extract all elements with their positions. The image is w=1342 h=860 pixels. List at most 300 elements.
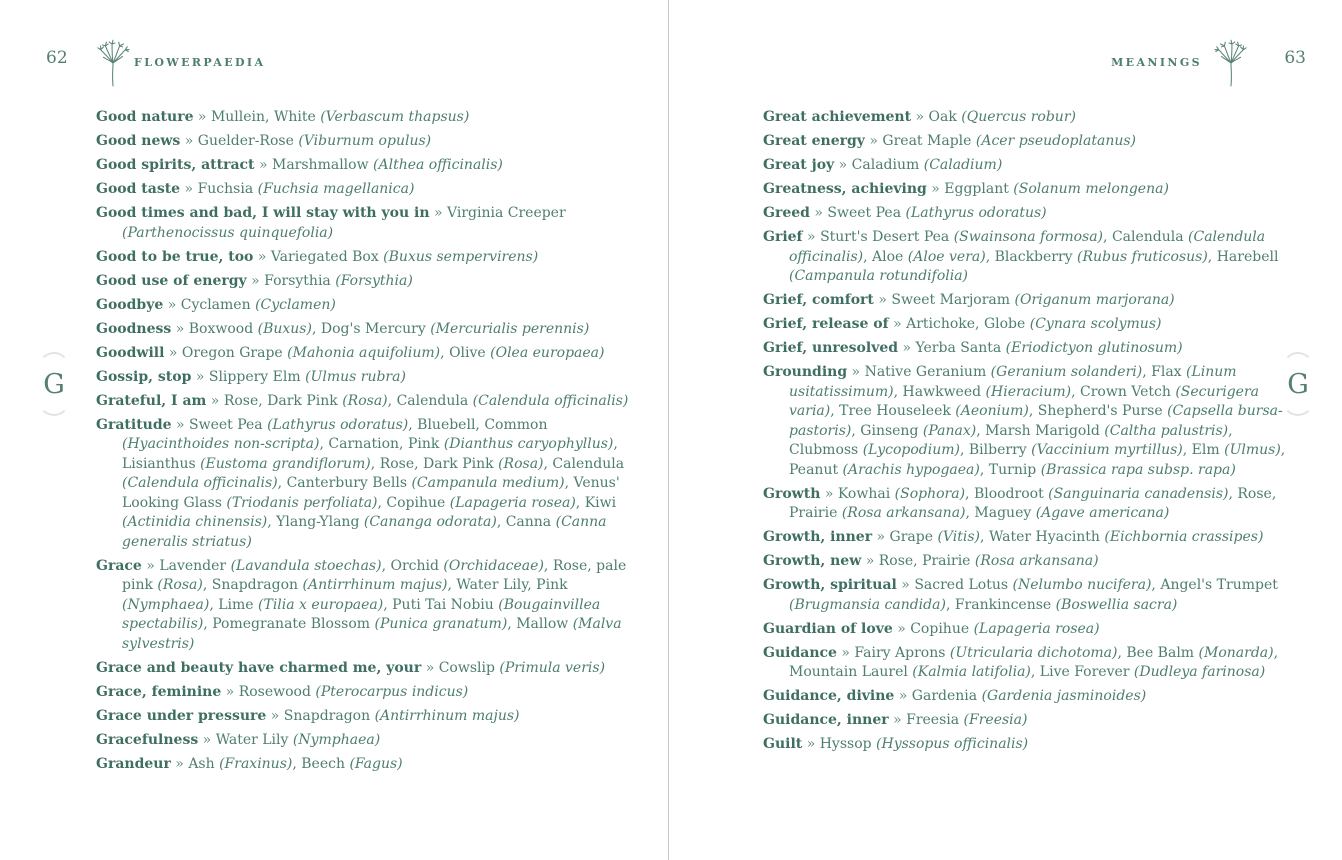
flower-common-name: Snapdragon: [283, 707, 375, 724]
flower-common-name: Eggplant: [944, 181, 1014, 197]
flower-common-name: Mountain Laurel: [789, 664, 913, 680]
flower-latin-name: (Kalmia latifolia): [912, 664, 1031, 680]
meaning-entry: [763, 228, 1293, 287]
entry-term: Greatness, achieving: [763, 181, 927, 197]
flower-list-comma: ,: [830, 403, 840, 419]
left-tab-letter: G: [43, 368, 65, 400]
flower-common-name: Beech: [301, 755, 350, 772]
flower-latin-name: (Tilia x europaea): [258, 596, 384, 613]
flower-latin-name: (Origanum marjorana): [1014, 292, 1175, 308]
entry-separator: »: [894, 688, 912, 704]
meaning-entry: [96, 320, 636, 340]
flower-common-name: Calendula: [1111, 229, 1189, 245]
meaning-entry: [96, 204, 636, 243]
flower-latin-name: (Dudleya farinosa): [1133, 664, 1266, 680]
flower-latin-name: (Rosa arkansana): [841, 505, 966, 521]
entry-separator: »: [898, 340, 916, 356]
right-tab-letter: G: [1287, 368, 1309, 400]
flower-list-comma: ,: [543, 455, 553, 472]
flower-latin-name: (Malva sylvestris): [122, 616, 622, 652]
flower-common-name: Slippery Elm: [208, 368, 306, 385]
meaning-entry: [763, 735, 1293, 755]
flower-common-name: Canterbury Bells: [286, 475, 412, 491]
flower-latin-name: (Solanum melongena): [1013, 181, 1169, 197]
flower-common-name: Rose, Dark Pink: [379, 455, 499, 472]
right-page-number: 63: [1284, 48, 1306, 68]
flower-list-comma: ,: [1228, 422, 1233, 439]
flower-latin-name: (Monarda): [1198, 644, 1274, 661]
flower-list-comma: ,: [1071, 383, 1080, 400]
flower-list-comma: ,: [1151, 577, 1161, 593]
flower-latin-name: (Cynara scolymus): [1029, 316, 1162, 332]
flower-latin-name: (Actinidia chinensis): [122, 514, 268, 530]
meaning-entry: [96, 659, 636, 679]
entry-separator: »: [164, 344, 182, 361]
flower-common-name: Snapdragon: [211, 577, 303, 593]
flower-common-name: Cowslip: [438, 659, 500, 676]
entry-separator: »: [221, 683, 239, 700]
flower-latin-name: (Vitis): [937, 529, 981, 545]
flower-latin-name: (Utricularia dichotoma): [949, 644, 1118, 661]
meaning-entry: [763, 485, 1293, 524]
flower-latin-name: (Swainsona formosa): [953, 229, 1104, 245]
flower-list-comma: ,: [381, 557, 391, 574]
flower-common-name: Virginia Creeper: [446, 205, 566, 221]
flower-list-comma: ,: [447, 577, 457, 593]
entry-separator: »: [163, 296, 181, 313]
meaning-entry: [96, 731, 636, 751]
entry-separator: »: [198, 731, 216, 748]
flower-latin-name: (Hyssopus officinalis): [876, 736, 1029, 752]
flower-list-comma: ,: [564, 475, 574, 491]
flower-common-name: Calendula: [396, 392, 473, 409]
flower-latin-name: (Ulmus rubra): [305, 368, 406, 385]
flower-list-comma: ,: [277, 475, 287, 491]
flower-latin-name: (Geranium solanderi): [990, 364, 1143, 380]
flower-list-comma: ,: [959, 442, 969, 458]
flower-list-comma: ,: [965, 505, 975, 521]
flower-list-comma: ,: [1280, 442, 1286, 458]
entry-separator: »: [802, 229, 821, 245]
flower-common-name: Live Forever: [1039, 664, 1134, 680]
flower-common-name: Copihue: [386, 494, 450, 511]
entry-term: Guidance, inner: [763, 712, 889, 728]
meaning-entry: [96, 248, 636, 268]
meaning-entry: [96, 755, 636, 775]
flower-latin-name: (Lapageria rosea): [449, 494, 576, 511]
flower-list-comma: ,: [1028, 403, 1038, 419]
entry-term: Grace and beauty have charmed me, your: [96, 659, 422, 676]
flower-list-comma: ,: [1207, 248, 1217, 265]
entry-separator: »: [246, 272, 265, 289]
flower-list-comma: ,: [408, 416, 418, 433]
entry-term: Grace, feminine: [96, 683, 222, 700]
flower-latin-name: (Campanula rotundifolia): [789, 268, 969, 284]
flower-common-name: Yerba Santa: [915, 340, 1006, 356]
flower-latin-name: (Sanguinaria canadensis): [1048, 485, 1229, 502]
left-page-number: 62: [46, 48, 68, 68]
flower-common-name: Bluebell, Common: [417, 416, 548, 433]
meaning-entry: [96, 557, 636, 655]
flower-list-comma: ,: [1030, 664, 1040, 680]
entry-separator: »: [888, 316, 907, 332]
flower-common-name: Fairy Aprons: [854, 644, 950, 661]
entry-term: Great energy: [763, 133, 865, 149]
flower-common-name: Aloe: [872, 248, 908, 265]
entry-separator: »: [926, 181, 945, 197]
flower-common-name: Sacred Lotus: [914, 577, 1013, 593]
meaning-entry: [763, 711, 1293, 731]
entry-term: Gossip, stop: [96, 368, 192, 385]
flower-common-name: Dog's Mercury: [320, 320, 431, 337]
flower-latin-name: (Lapageria rosea): [973, 620, 1100, 637]
flower-common-name: Copihue: [910, 620, 974, 637]
entry-term: Good spirits, attract: [96, 157, 255, 173]
flower-common-name: Rose, Dark Pink: [223, 392, 343, 409]
entry-separator: »: [266, 707, 284, 724]
meaning-entry: [96, 180, 636, 200]
entry-term: Grace: [96, 557, 142, 574]
flower-list-comma: ,: [370, 455, 380, 472]
flower-latin-name: (Eichbornia crassipes): [1104, 529, 1264, 545]
meaning-entry: [763, 576, 1293, 615]
entry-term: Grief, comfort: [763, 292, 874, 308]
flower-common-name: Guelder-Rose: [197, 133, 299, 149]
entry-term: Goodwill: [96, 344, 165, 361]
flower-common-name: Lisianthus: [122, 455, 201, 472]
entry-separator: »: [896, 577, 915, 593]
flower-list-comma: ,: [613, 436, 618, 452]
meaning-entry: [763, 339, 1293, 359]
flower-common-name: Sweet Marjoram: [891, 292, 1015, 308]
flower-common-name: Turnip: [988, 461, 1041, 478]
meaning-entry: [763, 552, 1293, 572]
entry-separator: »: [873, 292, 892, 308]
entry-term: Great achievement: [763, 109, 912, 125]
flower-latin-name: (Calendula officinalis): [789, 229, 1266, 265]
entry-term: Good use of energy: [96, 272, 247, 289]
flower-list-comma: ,: [1228, 485, 1238, 502]
flower-latin-name: (Capsella bursa-pastoris): [789, 403, 1283, 439]
entry-separator: »: [820, 485, 838, 502]
flower-latin-name: (Dianthus caryophyllus): [443, 436, 614, 452]
flower-common-name: Grape: [889, 529, 938, 545]
flower-latin-name: (Calendula officinalis): [472, 392, 629, 409]
meaning-entry: [763, 180, 1293, 200]
flower-latin-name: (Sophora): [894, 485, 966, 502]
entry-term: Growth: [763, 485, 821, 502]
flower-latin-name: (Rosa): [157, 577, 203, 593]
entry-term: Goodness: [96, 320, 172, 337]
flower-list-comma: ,: [267, 514, 277, 530]
meaning-entry: [763, 528, 1293, 548]
flower-common-name: Bloodroot: [973, 485, 1049, 502]
flower-common-name: Fuchsia: [197, 181, 258, 197]
flower-list-comma: ,: [377, 494, 387, 511]
flower-sprig-icon: [1212, 38, 1250, 88]
meaning-entry: [96, 707, 636, 727]
flower-common-name: Water Lily, Pink: [456, 577, 568, 593]
flower-latin-name: (Cananga odorata): [363, 514, 497, 530]
flower-latin-name: (Canna generalis striatus): [122, 514, 607, 550]
entry-term: Guidance: [763, 644, 837, 661]
entry-term: Gracefulness: [96, 731, 199, 748]
flower-common-name: Harebell: [1216, 248, 1279, 265]
flower-common-name: Puti Tai Nobiu: [392, 596, 499, 613]
left-running-head: FLOWERPAEDIA: [134, 56, 266, 69]
flower-latin-name: (Acer pseudoplatanus): [975, 133, 1136, 149]
flower-latin-name: (Lycopodium): [862, 442, 960, 458]
meaning-entry: [763, 204, 1293, 224]
flower-common-name: Kiwi: [584, 494, 617, 511]
flower-latin-name: (Rosa arkansana): [974, 553, 1099, 569]
flower-common-name: Native Geranium: [864, 364, 991, 380]
left-thumb-tab: [38, 352, 70, 416]
flower-latin-name: (Gardenia jasminoides): [981, 688, 1147, 704]
flower-list-comma: ,: [507, 616, 517, 632]
left-entries-column: [96, 108, 636, 779]
flower-latin-name: (Buxus sempervirens): [383, 248, 539, 265]
entry-separator: »: [864, 133, 883, 149]
flower-common-name: Sweet Pea: [827, 205, 906, 221]
flower-latin-name: (Nymphaea): [292, 731, 381, 748]
meaning-entry: [763, 315, 1293, 335]
flower-common-name: Calendula: [552, 455, 625, 472]
meaning-entry: [96, 272, 636, 292]
entry-separator: »: [834, 157, 852, 173]
flower-common-name: Flax: [1151, 364, 1187, 380]
flower-list-comma: ,: [1182, 442, 1192, 458]
meaning-entry: [763, 644, 1293, 683]
entry-term: Great joy: [763, 157, 835, 173]
meaning-entry: [96, 416, 636, 553]
flower-latin-name: (Fraxinus): [219, 755, 293, 772]
flower-common-name: Olive: [449, 344, 491, 361]
flower-common-name: Hawkweed: [902, 383, 986, 400]
flower-common-name: Kowhai: [837, 485, 895, 502]
entry-separator: »: [141, 557, 160, 574]
flower-list-comma: ,: [965, 485, 974, 502]
meaning-entry: [96, 156, 636, 176]
entry-term: Grief, release of: [763, 316, 889, 332]
flower-common-name: Cyclamen: [180, 296, 256, 313]
meaning-entry: [96, 368, 636, 388]
flower-list-comma: ,: [575, 494, 585, 511]
entry-separator: »: [872, 529, 890, 545]
flower-common-name: Frankincense: [954, 596, 1056, 613]
flower-latin-name: (Hyacinthoides non-scripta): [122, 436, 320, 452]
flower-latin-name: (Mercurialis perennis): [430, 320, 590, 337]
entry-term: Good taste: [96, 181, 181, 197]
flower-list-comma: ,: [203, 616, 213, 632]
flower-common-name: Bee Balm: [1126, 644, 1199, 661]
flower-common-name: Elm: [1191, 442, 1225, 458]
meaning-entry: [763, 687, 1293, 707]
flower-latin-name: (Eustoma grandiflorum): [200, 455, 371, 472]
flower-list-comma: ,: [387, 392, 397, 409]
flower-list-comma: ,: [292, 755, 302, 772]
flower-common-name: Angel's Trumpet: [1160, 577, 1278, 593]
flower-list-comma: ,: [319, 436, 329, 452]
entry-term: Guardian of love: [763, 620, 893, 637]
entry-separator: »: [911, 109, 929, 125]
entry-term: Guidance, divine: [763, 688, 895, 704]
flower-list-comma: ,: [1273, 644, 1279, 661]
flower-list-comma: ,: [209, 596, 219, 613]
flower-latin-name: (Mahonia aquifolium): [287, 344, 441, 361]
page-gutter-divider: [668, 0, 669, 860]
meaning-entry: [96, 108, 636, 128]
meaning-entry: [763, 363, 1293, 480]
entry-separator: »: [191, 368, 209, 385]
flower-latin-name: (Brassica rapa subsp. rapa): [1040, 461, 1236, 478]
flower-common-name: Artichoke, Globe: [906, 316, 1030, 332]
flower-common-name: Oak: [928, 109, 962, 125]
flower-latin-name: (Quercus robur): [961, 109, 1076, 125]
flower-common-name: Maguey: [974, 505, 1036, 521]
flower-latin-name: (Nelumbo nucifera): [1012, 577, 1152, 593]
entry-separator: »: [180, 133, 198, 149]
meaning-entry: [96, 132, 636, 152]
entry-separator: »: [802, 736, 820, 752]
flower-latin-name: (Caltha palustris): [1104, 422, 1229, 439]
flower-latin-name: (Brugmansia candida): [789, 596, 946, 613]
flower-common-name: Ylang-Ylang: [276, 514, 364, 530]
flower-list-comma: ,: [985, 248, 995, 265]
flower-latin-name: (Viburnum opulus): [298, 133, 432, 149]
entry-separator: »: [254, 157, 272, 173]
entry-term: Goodbye: [96, 296, 164, 313]
entry-term: Growth, new: [763, 553, 862, 569]
meaning-entry: [763, 291, 1293, 311]
right-running-head: MEANINGS: [1111, 56, 1202, 69]
flower-latin-name: (Pterocarpus indicus): [315, 683, 469, 700]
flower-common-name: Rosewood: [238, 683, 316, 700]
entry-separator: »: [171, 320, 189, 337]
flower-latin-name: (Agave americana): [1035, 505, 1170, 521]
flower-latin-name: (Verbascum thapsus): [320, 109, 470, 125]
flower-list-comma: ,: [851, 422, 861, 439]
flower-latin-name: (Buxus): [257, 320, 312, 337]
flower-latin-name: (Bougainvillea spectabilis): [122, 596, 601, 632]
flower-list-comma: ,: [1103, 229, 1112, 245]
flower-latin-name: (Nymphaea): [122, 596, 210, 613]
flower-latin-name: (Rubus fruticosus): [1077, 248, 1208, 265]
flower-latin-name: (Panax): [922, 422, 977, 439]
flower-common-name: Oregon Grape: [181, 344, 288, 361]
flower-latin-name: (Arachis hypogaea): [842, 461, 980, 478]
flower-common-name: Ash: [188, 755, 220, 772]
flower-list-comma: ,: [976, 422, 986, 439]
entry-term: Greed: [763, 205, 810, 221]
entry-separator: »: [429, 205, 447, 221]
entry-separator: »: [171, 416, 189, 433]
entry-term: Grief, unresolved: [763, 340, 899, 356]
flower-common-name: Forsythia: [264, 272, 336, 289]
flower-latin-name: (Hieracium): [985, 383, 1072, 400]
entry-separator: »: [193, 109, 211, 125]
flower-latin-name: (Lathyrus odoratus): [905, 205, 1047, 221]
flower-list-comma: ,: [893, 383, 903, 400]
flower-common-name: Crown Vetch: [1080, 383, 1176, 400]
meaning-entry: [763, 620, 1293, 640]
entry-term: Good news: [96, 133, 181, 149]
flower-common-name: Lime: [218, 596, 259, 613]
entry-term: Grandeur: [96, 755, 171, 772]
entry-separator: »: [888, 712, 907, 728]
flower-common-name: Variegated Box: [270, 248, 384, 265]
flower-latin-name: (Fuchsia magellanica): [257, 181, 415, 197]
flower-list-comma: ,: [863, 248, 873, 265]
flower-common-name: Mallow: [516, 616, 573, 632]
flower-common-name: Venus' Looking Glass: [122, 475, 620, 511]
flower-common-name: Marsh Marigold: [985, 422, 1105, 439]
flower-latin-name: (Calendula officinalis): [122, 475, 278, 491]
meaning-entry: [96, 683, 636, 703]
flower-common-name: Boxwood: [188, 320, 258, 337]
flower-common-name: Mullein, White: [210, 109, 321, 125]
entry-term: Good times and bad, I will stay with you in: [96, 205, 430, 221]
entry-separator: »: [421, 659, 439, 676]
right-entries-column: [763, 108, 1293, 759]
entry-term: Gratitude: [96, 416, 172, 433]
meaning-entry: [763, 132, 1293, 152]
flower-common-name: Blackberry: [994, 248, 1078, 265]
flower-list-comma: ,: [945, 596, 955, 613]
flower-common-name: Lavender: [159, 557, 231, 574]
meaning-entry: [763, 108, 1293, 128]
flower-common-name: Caladium: [851, 157, 924, 173]
flower-latin-name: (Orchidaceae): [443, 557, 544, 574]
meaning-entry: [96, 344, 636, 364]
flower-common-name: Clubmoss: [789, 442, 863, 458]
flower-common-name: Water Hyacinth: [988, 529, 1105, 545]
flower-latin-name: (Aeonium): [955, 403, 1029, 419]
flower-common-name: Water Lily: [215, 731, 293, 748]
flower-latin-name: (Campanula medium): [411, 475, 565, 491]
flower-common-name: Peanut: [789, 461, 843, 478]
flower-common-name: Bilberry: [968, 442, 1032, 458]
flower-common-name: Rose, Prairie: [789, 485, 1277, 521]
flower-list-comma: ,: [543, 557, 553, 574]
flower-common-name: Sturt's Desert Pea: [820, 229, 954, 245]
flower-latin-name: (Fagus): [349, 755, 403, 772]
flower-common-name: Carnation, Pink: [328, 436, 444, 452]
entry-term: Grief: [763, 229, 803, 245]
flower-list-comma: ,: [202, 577, 212, 593]
entry-separator: »: [836, 644, 855, 661]
flower-latin-name: (Althea officinalis): [373, 157, 503, 173]
entry-term: Growth, inner: [763, 529, 873, 545]
flower-list-comma: ,: [980, 529, 989, 545]
entry-separator: »: [892, 620, 911, 637]
entry-separator: »: [180, 181, 198, 197]
flower-list-comma: ,: [311, 320, 321, 337]
flower-latin-name: (Lathyrus odoratus): [267, 416, 409, 433]
flower-common-name: Orchid: [390, 557, 444, 574]
entry-separator: »: [170, 755, 189, 772]
flower-latin-name: (Freesia): [963, 712, 1028, 728]
entry-term: Good to be true, too: [96, 248, 254, 265]
entry-term: Grace under pressure: [96, 707, 267, 724]
flower-latin-name: (Cyclamen): [255, 296, 336, 313]
entry-term: Growth, spiritual: [763, 577, 897, 593]
entry-term: Guilt: [763, 736, 803, 752]
entry-term: Good nature: [96, 109, 194, 125]
flower-latin-name: (Vaccinium myrtillus): [1031, 442, 1183, 458]
flower-latin-name: (Linum usitatissimum): [789, 364, 1237, 400]
flower-list-comma: ,: [1142, 364, 1152, 380]
